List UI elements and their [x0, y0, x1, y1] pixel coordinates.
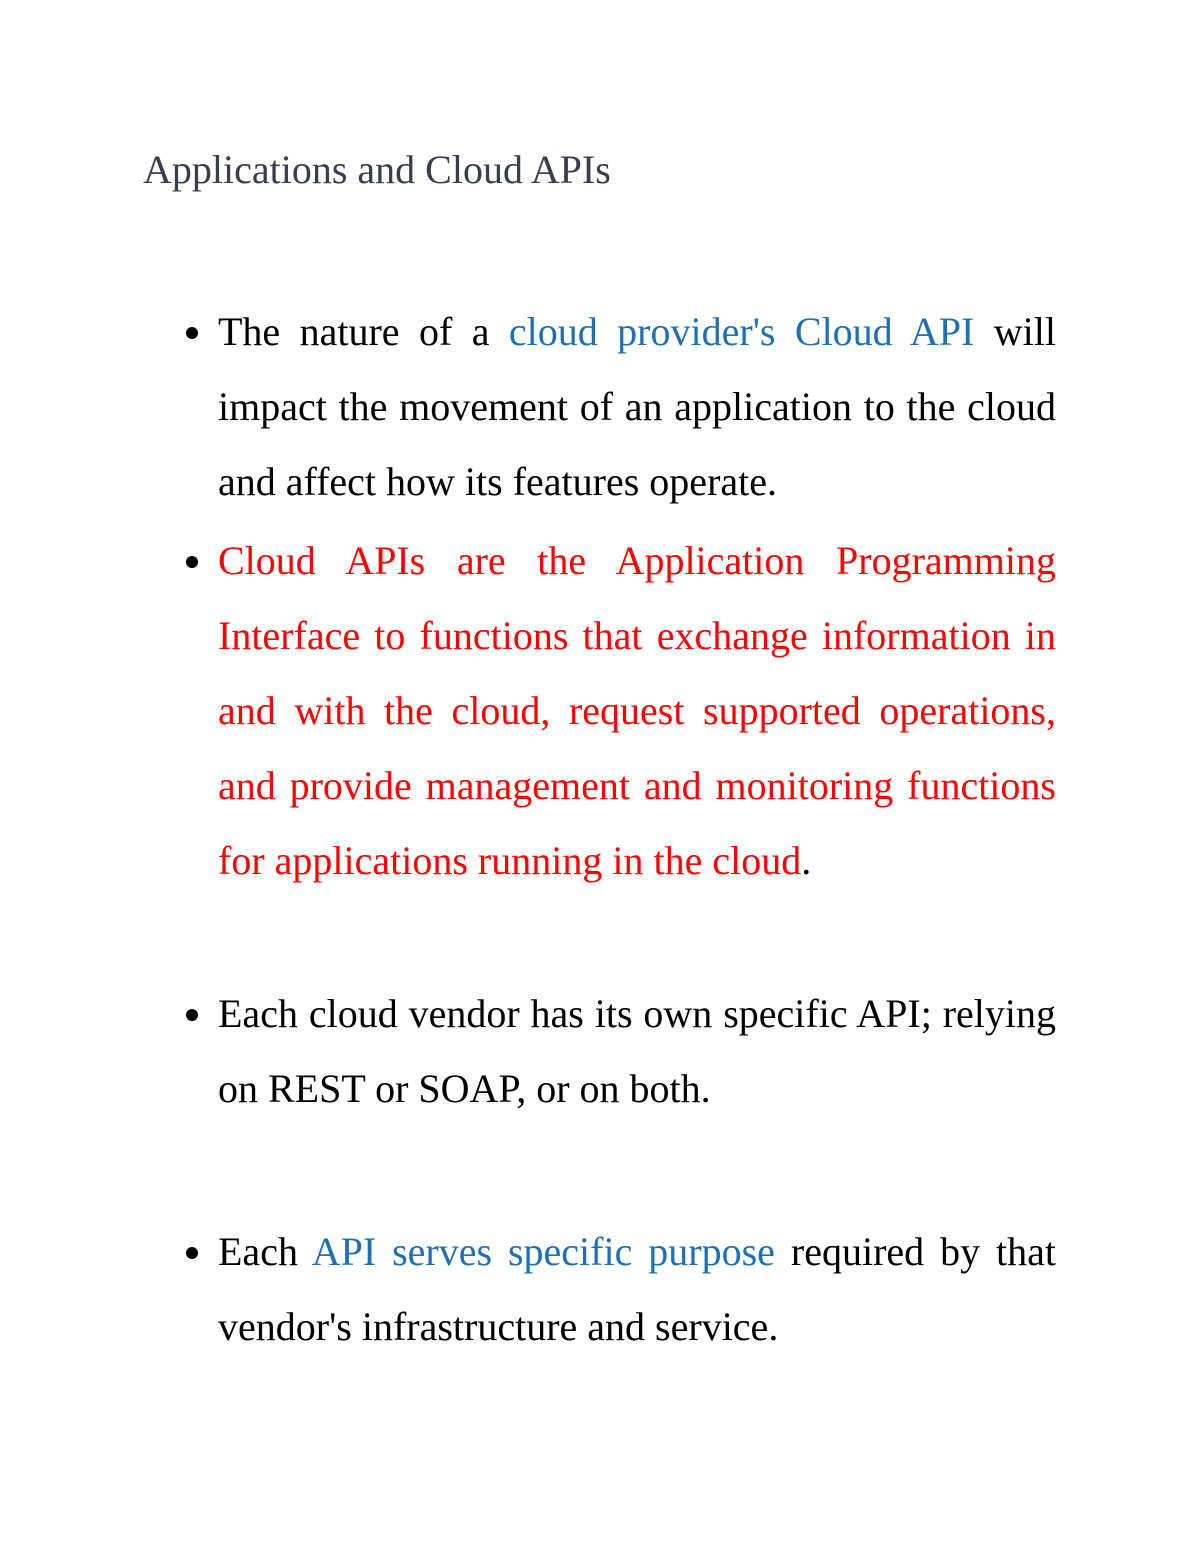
- bullet-item-api-purpose: [218, 1214, 1056, 1364]
- bullet-highlight: Cloud APIs are the Application Programming Interface to functions that exchange information in and with the cloud, request supported operations, and provide management and monitoring functions for applications running in the cloud: [218, 538, 1056, 883]
- bullet-highlight: API serves specific purpose: [311, 1229, 775, 1274]
- bullet-highlight: cloud provider's Cloud API: [508, 309, 975, 354]
- bullet-text-after: required by that vendor's infrastructure and service.: [218, 1229, 1056, 1349]
- bullet-item-cloud-apis-definition: [218, 523, 1056, 898]
- bullet-item-cloud-provider-api: [218, 294, 1056, 519]
- page-title: Applications and Cloud APIs: [143, 147, 611, 192]
- bullet-icon: [186, 556, 198, 568]
- bullet-text-before: Each: [218, 1229, 312, 1274]
- bullet-item-vendor-api: [218, 976, 1056, 1126]
- bullet-text-before: The nature of a: [218, 309, 509, 354]
- bullet-text-end: .: [801, 838, 812, 883]
- bullet-icon: [186, 1247, 198, 1259]
- bullet-text-after: will impact the movement of an application to the cloud and affect how its features operate.: [218, 309, 1056, 504]
- bullet-icon: [186, 1009, 198, 1021]
- bullet-icon: [186, 327, 198, 339]
- bullet-text: Each cloud vendor has its own specific API; relying on REST or SOAP, or on both.: [218, 991, 1056, 1111]
